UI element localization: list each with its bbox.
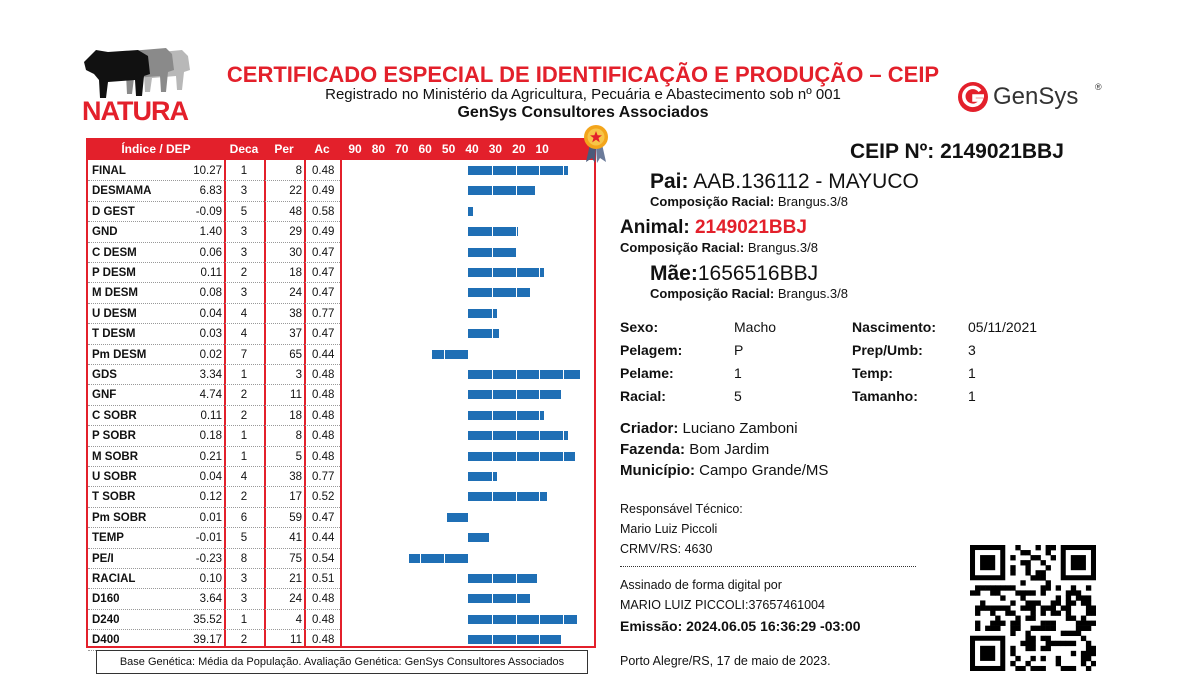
table-row xyxy=(88,243,594,263)
row-per: 11 xyxy=(290,634,302,647)
row-per: 38 xyxy=(289,471,302,483)
table-row xyxy=(88,569,594,589)
ceip-number: CEIP Nº: 2149021BBJ xyxy=(850,140,1064,163)
row-ac: 0.49 xyxy=(312,226,335,239)
row-per: 41 xyxy=(289,532,302,545)
row-deca: 3 xyxy=(240,185,248,198)
dep-bar xyxy=(468,329,499,338)
row-index-name: RACIAL xyxy=(92,573,136,585)
dep-bar xyxy=(468,635,561,644)
row-dep: 0.11 xyxy=(200,267,222,279)
row-dep: 10.27 xyxy=(193,165,222,177)
scale-label: 20 xyxy=(512,142,526,156)
sire-composition-label: Composição Racial: xyxy=(650,194,775,209)
row-dep: 3.64 xyxy=(199,593,222,606)
row-per: 48 xyxy=(289,205,302,218)
row-deca: 1 xyxy=(240,450,248,463)
row-index-name: C SOBR xyxy=(92,409,137,422)
row-per: 8 xyxy=(295,165,302,177)
header-per: Per xyxy=(274,142,294,156)
row-dep: 0.21 xyxy=(199,450,222,463)
table-row xyxy=(88,549,594,569)
dep-bar xyxy=(432,350,468,359)
row-deca: 3 xyxy=(240,573,248,585)
row-per: 5 xyxy=(295,450,302,463)
row-per: 38 xyxy=(289,307,302,320)
table-row xyxy=(88,406,594,426)
animal-composition-value: Brangus.3/8 xyxy=(747,240,818,255)
sire-value: AAB.136112 - MAYUCO xyxy=(693,170,919,193)
municipio-label: Município: xyxy=(620,462,695,479)
row-dep: 0.10 xyxy=(199,573,222,585)
crmv: CRMV/RS: 4630 xyxy=(620,542,713,556)
row-index-name: Pm SOBR xyxy=(92,511,147,524)
dep-table xyxy=(86,138,596,648)
row-deca: 3 xyxy=(240,593,248,606)
temp-label: Temp: xyxy=(852,365,893,381)
row-dep: -0.09 xyxy=(195,205,222,218)
row-deca: 2 xyxy=(240,409,248,422)
nascimento-value: 05/11/2021 xyxy=(968,319,1038,335)
gensys-logo-icon xyxy=(956,80,990,114)
row-ac: 0.54 xyxy=(312,552,335,565)
table-row xyxy=(88,283,594,303)
criador-label: Criador: xyxy=(620,420,679,437)
dep-bar xyxy=(468,288,530,297)
row-deca: 4 xyxy=(240,307,248,320)
row-deca: 2 xyxy=(240,389,248,402)
row-deca: 3 xyxy=(240,226,248,239)
row-dep: 0.11 xyxy=(200,409,222,422)
table-row xyxy=(88,385,594,405)
animal-line xyxy=(620,217,807,239)
responsavel-label: Responsável Técnico: xyxy=(620,502,743,516)
table-row xyxy=(88,181,594,201)
row-index-name: T DESM xyxy=(92,328,136,341)
row-index-name: C DESM xyxy=(92,246,137,259)
row-deca: 1 xyxy=(240,369,248,381)
row-deca: 2 xyxy=(240,491,248,504)
table-row xyxy=(88,589,594,609)
table-row xyxy=(88,508,594,528)
row-ac: 0.44 xyxy=(312,532,335,545)
row-ac: 0.48 xyxy=(312,593,335,606)
company-name: GenSys Consultores Associados xyxy=(457,104,709,121)
dep-bar xyxy=(409,554,469,563)
row-per: 75 xyxy=(289,552,302,565)
pelagem-value: P xyxy=(734,342,744,358)
scale-label: 30 xyxy=(488,142,503,156)
responsavel-name: Mario Luiz Piccoli xyxy=(620,522,718,536)
row-per: 18 xyxy=(289,409,302,422)
row-index-name: T SOBR xyxy=(92,491,136,504)
scale-label: 40 xyxy=(465,142,479,156)
dep-bar xyxy=(468,309,497,318)
row-ac: 0.48 xyxy=(312,450,335,463)
certificate-subtitle: Registrado no Ministério da Agricultura, Pecuária e Abastecimento sob nº 001 xyxy=(325,86,841,103)
racial-label: Racial: xyxy=(620,388,666,404)
table-row xyxy=(88,447,594,467)
fazenda-label: Fazenda: xyxy=(620,441,686,458)
place-date: Porto Alegre/RS, 17 de maio de 2023. xyxy=(620,654,831,668)
row-ac: 0.47 xyxy=(312,246,335,259)
row-ac: 0.48 xyxy=(312,389,335,402)
row-per: 22 xyxy=(289,185,302,198)
row-ac: 0.52 xyxy=(312,491,335,504)
certificate-title: CERTIFICADO ESPECIAL DE IDENTIFICAÇÃO E PRODUÇÃO – CEIP xyxy=(226,62,940,87)
row-ac: 0.48 xyxy=(312,369,335,381)
table-row xyxy=(88,304,594,324)
sire-label: Pai: xyxy=(650,170,689,193)
tamanho-label: Tamanho: xyxy=(852,388,918,404)
dep-bar xyxy=(468,166,568,175)
row-index-name: Pm DESM xyxy=(92,348,147,361)
scale-label: 80 xyxy=(371,142,386,156)
row-ac: 0.47 xyxy=(312,287,335,300)
row-dep: 35.52 xyxy=(193,613,222,626)
row-deca: 1 xyxy=(240,430,248,443)
row-ac: 0.48 xyxy=(312,634,335,647)
row-deca: 1 xyxy=(240,165,248,177)
row-ac: 0.48 xyxy=(312,613,335,626)
pelame-value: 1 xyxy=(734,365,742,381)
qr-code-icon[interactable] xyxy=(970,545,1096,671)
prep-umb-label: Prep/Umb: xyxy=(852,342,923,358)
scale-label: 50 xyxy=(441,142,456,156)
signature-line xyxy=(620,566,916,567)
dep-bar xyxy=(468,186,535,195)
row-index-name: U DESM xyxy=(92,307,137,320)
table-row xyxy=(88,426,594,446)
row-index-name: D GEST xyxy=(92,205,135,218)
row-ac: 0.48 xyxy=(312,430,335,443)
signer-name: MARIO LUIZ PICCOLI:37657461004 xyxy=(620,598,825,612)
dep-bar xyxy=(447,513,468,522)
tamanho-value: 1 xyxy=(968,388,976,404)
dep-bar xyxy=(468,268,544,277)
emissao-date: Emissão: 2024.06.05 16:36:29 -03:00 xyxy=(620,618,861,634)
row-per: 18 xyxy=(289,267,302,279)
gensys-logo-text: GenSys xyxy=(993,83,1079,110)
row-per: 3 xyxy=(295,369,302,381)
row-dep: 39.17 xyxy=(193,634,222,647)
row-ac: 0.77 xyxy=(312,471,335,483)
row-ac: 0.47 xyxy=(312,511,335,524)
row-dep: 0.04 xyxy=(199,471,222,483)
cattle-logo-icon xyxy=(78,40,194,100)
row-ac: 0.51 xyxy=(312,573,335,585)
row-index-name: D400 xyxy=(92,634,120,647)
header-index: Índice / DEP xyxy=(121,142,191,156)
row-index-name: M SOBR xyxy=(92,450,138,463)
header-ac: Ac xyxy=(314,142,330,156)
row-per: 8 xyxy=(295,430,302,443)
row-deca: 4 xyxy=(240,471,248,483)
pelagem-label: Pelagem: xyxy=(620,342,683,358)
dep-bar xyxy=(468,574,537,583)
row-dep: 0.12 xyxy=(199,491,222,504)
sire-composition-value: Brangus.3/8 xyxy=(777,194,848,209)
dep-bar xyxy=(468,452,575,461)
row-dep: 0.04 xyxy=(199,307,222,320)
dam-label: Mãe: xyxy=(650,262,698,285)
row-index-name: M DESM xyxy=(92,287,138,300)
table-footer: Base Genética: Média da População. Avaliação Genética: GenSys Consultores Associados xyxy=(96,650,588,674)
dam-line xyxy=(650,262,818,286)
row-deca: 3 xyxy=(240,287,248,300)
scale-label: 60 xyxy=(418,142,432,156)
row-ac: 0.48 xyxy=(312,165,335,177)
row-index-name: P SOBR xyxy=(92,430,136,443)
signed-by-label: Assinado de forma digital por xyxy=(620,578,782,592)
row-index-name: DESMAMA xyxy=(92,185,152,198)
table-row xyxy=(88,222,594,242)
scale-label: 10 xyxy=(535,142,549,156)
table-row xyxy=(88,528,594,548)
row-per: 37 xyxy=(289,328,302,341)
table-row xyxy=(88,161,594,181)
row-per: 29 xyxy=(289,226,302,239)
scale-label: 90 xyxy=(348,142,362,156)
sire-composition xyxy=(650,194,848,209)
row-dep: 0.03 xyxy=(199,328,222,341)
row-ac: 0.47 xyxy=(312,267,335,279)
row-per: 4 xyxy=(295,613,302,626)
row-deca: 3 xyxy=(240,246,248,259)
row-deca: 4 xyxy=(240,328,248,341)
row-dep: 4.74 xyxy=(199,389,222,402)
animal-composition-label: Composição Racial: xyxy=(620,240,745,255)
dep-bar xyxy=(468,207,473,216)
row-index-name: PE/I xyxy=(92,552,114,565)
nascimento-label: Nascimento: xyxy=(852,319,937,335)
row-index-name: TEMP xyxy=(92,532,124,545)
row-dep: 3.34 xyxy=(199,369,222,381)
scale-label: 70 xyxy=(395,142,409,156)
row-deca: 2 xyxy=(240,634,248,647)
header-deca: Deca xyxy=(229,142,259,156)
row-per: 30 xyxy=(289,246,302,259)
row-ac: 0.49 xyxy=(312,185,335,198)
row-index-name: GDS xyxy=(92,369,117,381)
table-row xyxy=(88,345,594,365)
row-deca: 2 xyxy=(240,267,248,279)
row-index-name: D240 xyxy=(92,613,120,626)
row-deca: 7 xyxy=(240,348,248,361)
fazenda-value: Bom Jardim xyxy=(689,441,770,458)
row-dep: 1.40 xyxy=(199,226,222,239)
table-row xyxy=(88,487,594,507)
sexo-value: Macho xyxy=(734,319,777,335)
row-dep: -0.01 xyxy=(195,532,222,545)
gensys-logo xyxy=(956,80,1116,114)
temp-value: 1 xyxy=(968,365,976,381)
row-per: 65 xyxy=(289,348,302,361)
table-row xyxy=(88,324,594,344)
row-dep: 0.01 xyxy=(199,511,222,524)
dep-bar xyxy=(468,533,489,542)
municipio-line xyxy=(620,462,828,479)
dep-bar xyxy=(468,472,497,481)
dam-composition-value: Brangus.3/8 xyxy=(777,286,848,301)
dep-bar xyxy=(468,390,561,399)
row-ac: 0.58 xyxy=(312,205,335,218)
dep-bar xyxy=(468,248,516,257)
row-per: 24 xyxy=(289,287,302,300)
pelame-label: Pelame: xyxy=(620,365,674,381)
dep-bar xyxy=(468,431,568,440)
row-deca: 5 xyxy=(240,532,248,545)
row-index-name: U SOBR xyxy=(92,471,137,483)
table-row xyxy=(88,630,594,650)
dep-bar xyxy=(468,594,530,603)
animal-label: Animal: xyxy=(620,217,690,238)
racial-value: 5 xyxy=(734,388,742,404)
dam-value: 1656516BBJ xyxy=(697,262,819,285)
natura-logo xyxy=(78,40,194,124)
row-dep: 0.08 xyxy=(199,287,222,300)
row-ac: 0.77 xyxy=(312,307,335,320)
dam-composition xyxy=(650,286,848,301)
row-dep: 6.83 xyxy=(199,185,222,198)
dep-bar xyxy=(468,227,518,236)
table-row xyxy=(88,202,594,222)
dep-bar xyxy=(468,370,580,379)
criador-value: Luciano Zamboni xyxy=(682,420,798,437)
row-index-name: D160 xyxy=(92,593,120,606)
row-index-name: GND xyxy=(92,226,118,239)
municipio-value: Campo Grande/MS xyxy=(699,462,829,479)
animal-composition xyxy=(620,240,818,255)
sire-line xyxy=(650,170,919,194)
row-index-name: GNF xyxy=(92,389,117,402)
row-per: 24 xyxy=(289,593,302,606)
dep-bar xyxy=(468,411,544,420)
dep-bar xyxy=(468,492,547,501)
row-per: 59 xyxy=(289,511,302,524)
row-per: 11 xyxy=(290,389,302,402)
dam-composition-label: Composição Racial: xyxy=(650,286,775,301)
row-per: 21 xyxy=(289,573,302,585)
row-dep: 0.02 xyxy=(199,348,222,361)
row-index-name: P DESM xyxy=(92,267,136,279)
row-dep: 0.18 xyxy=(199,430,222,443)
row-ac: 0.47 xyxy=(312,328,335,341)
criador-line xyxy=(620,420,798,437)
row-ac: 0.44 xyxy=(312,348,335,361)
row-deca: 5 xyxy=(240,205,248,218)
row-dep: -0.23 xyxy=(195,552,222,565)
row-dep: 0.06 xyxy=(199,246,222,259)
table-row xyxy=(88,263,594,283)
row-per: 17 xyxy=(289,491,302,504)
row-ac: 0.48 xyxy=(312,409,335,422)
natura-logo-text: NATURA xyxy=(82,96,188,126)
animal-value: 2149021BBJ xyxy=(694,217,807,238)
table-row xyxy=(88,365,594,385)
dep-bar xyxy=(468,615,577,624)
table-row xyxy=(88,467,594,487)
row-deca: 8 xyxy=(240,552,248,565)
table-row xyxy=(88,610,594,630)
row-index-name: FINAL xyxy=(92,165,126,177)
row-deca: 6 xyxy=(240,511,248,524)
prep-umb-value: 3 xyxy=(968,342,976,358)
gensys-registered-mark: ® xyxy=(1095,82,1102,92)
sexo-label: Sexo: xyxy=(620,319,659,335)
fazenda-line xyxy=(620,441,769,458)
medal-icon xyxy=(583,124,609,164)
row-deca: 1 xyxy=(240,613,248,626)
